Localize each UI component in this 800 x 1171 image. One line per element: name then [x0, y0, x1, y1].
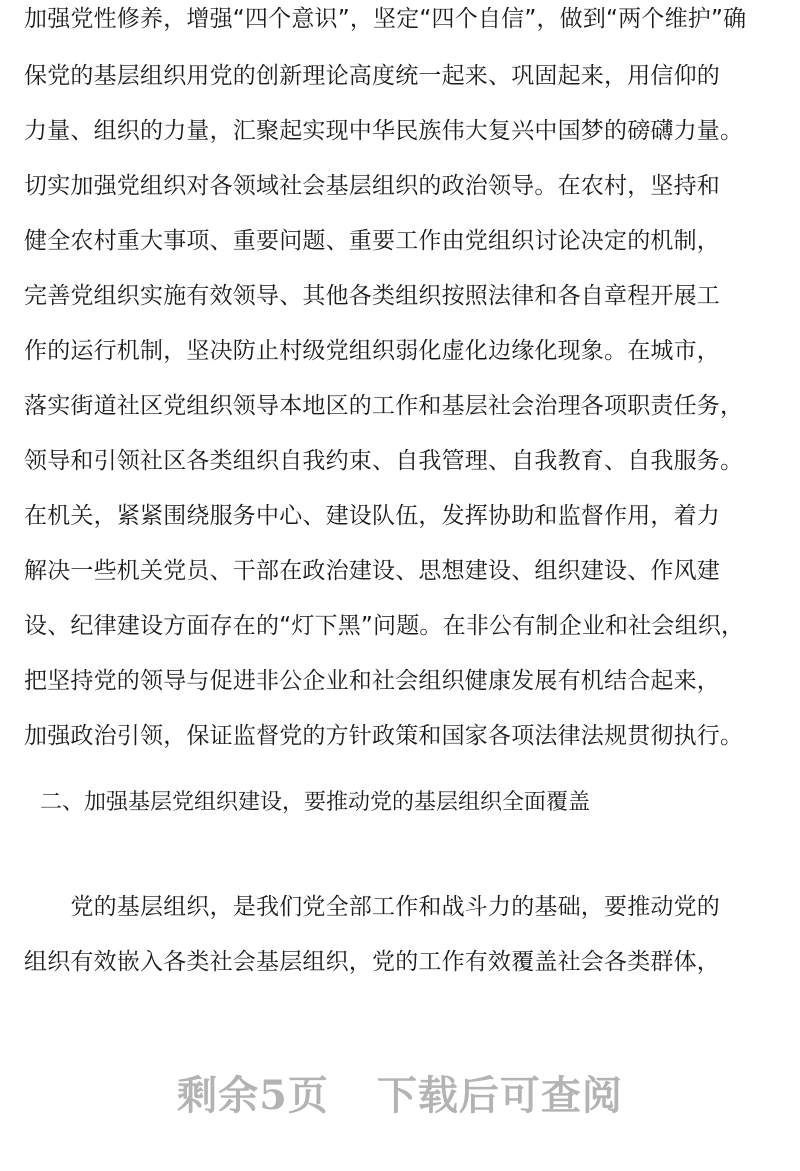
paragraph-line: 党的基层组织，是我们党全部工作和战斗力的基础，要推动党的: [24, 894, 720, 920]
paragraph-line: 设、纪律建设方面存在的“灯下黑”问题。在非公有制企业和社会组织，: [24, 613, 745, 639]
paragraph-line: 落实街道社区党组织领导本地区的工作和基层社会治理各项职责任务，: [24, 393, 744, 419]
download-watermark: [0, 1072, 800, 1120]
paragraph-line: 加强政治引领，保证监督党的方针政策和国家各项法律法规贯彻执行。: [24, 723, 744, 749]
paragraph-line: 解决一些机关党员、干部在政治建设、思想建设、组织建设、作风建: [24, 558, 720, 584]
watermark-remaining-pages: 剩余5页: [177, 1072, 329, 1119]
paragraph-line: 把坚持党的领导与促进非公企业和社会组织健康发展有机结合起来，: [24, 668, 720, 694]
paragraph-line: 力量、组织的力量，汇聚起实现中华民族伟大复兴中国梦的磅礴力量。: [24, 118, 744, 144]
paragraph-line: 健全农村重大事项、重要问题、重要工作由党组织讨论决定的机制，: [24, 228, 720, 254]
paragraph-line: 加强党性修养，增强“四个意识”，坚定“四个自信”，做到“两个维护”确: [24, 6, 747, 32]
section-heading: 二、加强基层党组织建设，要推动党的基层组织全面覆盖: [40, 790, 591, 815]
paragraph-line: 组织有效嵌入各类社会基层组织，党的工作有效覆盖社会各类群体，: [24, 949, 720, 975]
paragraph-line: 在机关，紧紧围绕服务中心、建设队伍，发挥协助和监督作用，着力: [24, 503, 720, 529]
watermark-download-hint: 下载后可查阅: [376, 1072, 623, 1119]
paragraph-line: 保党的基层组织用党的创新理论高度统一起来、巩固起来，用信仰的: [24, 63, 720, 89]
paragraph-line: 完善党组织实施有效领导、其他各类组织按照法律和各自章程开展工: [24, 283, 720, 309]
paragraph-line: 作的运行机制，坚决防止村级党组织弱化虚化边缘化现象。在城市，: [24, 338, 720, 364]
paragraph-line: 领导和引领社区各类组织自我约束、自我管理、自我教育、自我服务。: [24, 448, 744, 474]
paragraph-line: 切实加强党组织对各领域社会基层组织的政治领导。在农村，坚持和: [24, 173, 720, 199]
